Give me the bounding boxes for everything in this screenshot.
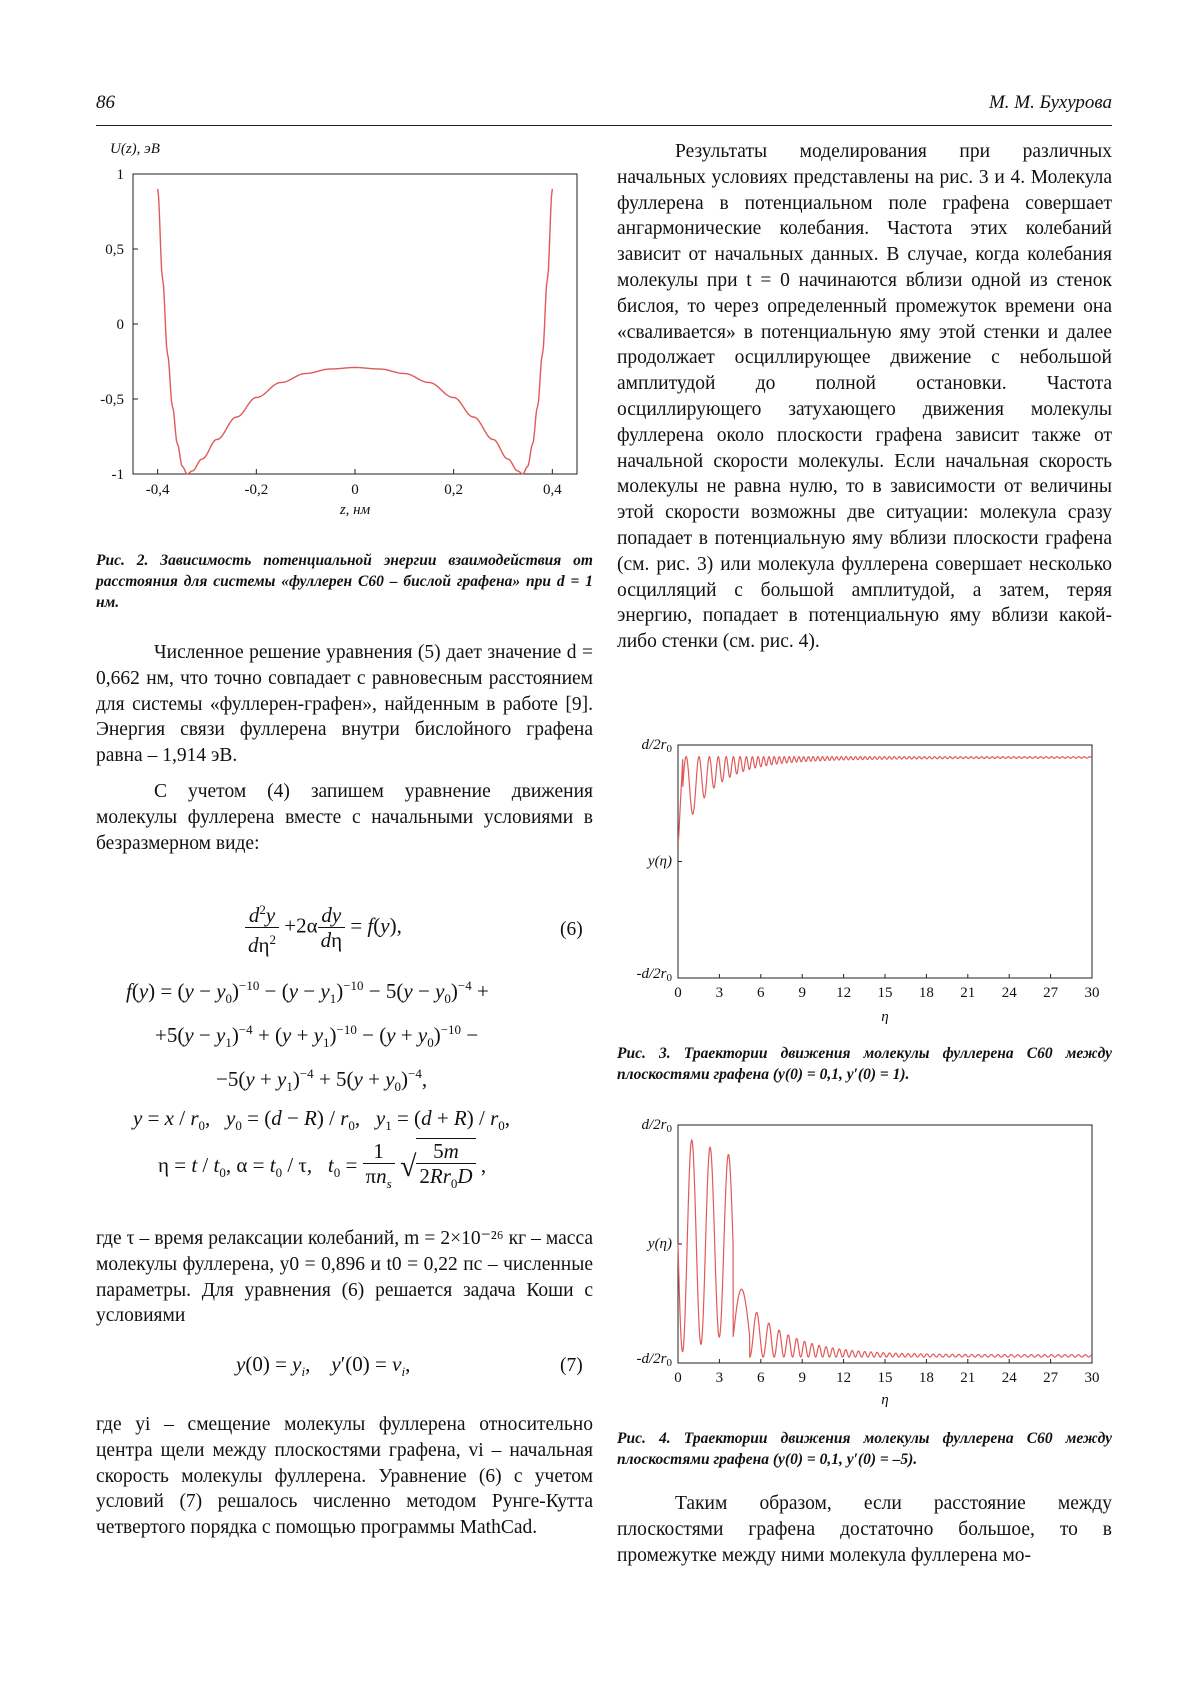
fig4-xtick-label: 12 xyxy=(836,1370,852,1386)
fig4-y-labels xyxy=(637,1117,683,1369)
equation-time-scale: $\eta = t / t_0$, $\alpha = t_0 / \tau$, $t_0$ = $\frac{1}{\pi n_s}$ √ $\frac{5m}{2Rr_0D}$ , xyxy=(158,1138,486,1196)
figure-4-chart xyxy=(628,1113,1108,1413)
left-paragraph-4: где yi – смещение молекулы фуллерена относительно центра щели между плоскостями графена, vi – начальная скорость молекулы фуллерена. Уравнение (6) с учетом условий (7) решалось численно методом Рунге-Кутта четвертого порядка с помощью программы MathCad. xyxy=(96,1414,593,1539)
fig3-xtick-label: 12 xyxy=(836,985,852,1001)
fig2-curve xyxy=(158,189,553,474)
right-column-top xyxy=(617,139,1112,655)
fig4-xtick-label: 21 xyxy=(960,1370,976,1386)
figure-3-chart xyxy=(628,735,1108,1035)
fig4-xtick-label: 30 xyxy=(1084,1370,1100,1386)
fig2-ytick-label: -0,5 xyxy=(100,392,124,408)
fig2-xtick-label: 0,4 xyxy=(542,482,562,498)
fig3-xtick-label: 0 xyxy=(674,985,682,1001)
fig2-ylabel-text: U(z), эВ xyxy=(110,141,160,157)
fig2-ticks xyxy=(100,167,562,498)
left-paragraph-2: С учетом (4) запишем уравнение движения молекулы фуллерена вместе с начальными условиями в безразмерном виде: xyxy=(96,780,593,854)
equation-6: $\frac{d^2y}{d\eta^2}$ +2α $\frac{dy}{d\eta}$ = f(y), xyxy=(245,898,402,957)
equation-f-line2: $+5(y - y_1)^{-4} + (y + y_1)^{-10} - (y + y_0)^{-10}$ − xyxy=(155,1022,479,1051)
fig2-xtick-label: -0,2 xyxy=(244,482,269,498)
fig2-ytick-label: -1 xyxy=(111,467,124,483)
fig3-xtick-label: 24 xyxy=(1001,985,1017,1001)
equation-7: $y(0) = y_i$, $y'(0) = v_i$, xyxy=(236,1352,411,1380)
fig3-curve xyxy=(678,757,1092,841)
fig2-xtick-label: 0,2 xyxy=(444,482,464,498)
fig3-xtick-label: 15 xyxy=(877,985,893,1001)
fig3-xtick-label: 18 xyxy=(918,985,934,1001)
fig4-xlabel: η xyxy=(881,1392,889,1408)
fig4-ylabel-2: $-d/2r_0$ xyxy=(636,1351,672,1369)
equation-f-line3: $-5(y + y_1)^{-4} + 5(y + y_0)^{-4}$, xyxy=(216,1066,428,1095)
fig2-xtick-label: 0 xyxy=(351,482,359,498)
fig3-y-labels xyxy=(637,737,683,984)
fig2-plot-frame xyxy=(133,174,577,474)
fig4-xtick-label: 6 xyxy=(757,1370,765,1386)
fig3-xlabel: η xyxy=(881,1009,889,1025)
figure-2-caption-block xyxy=(96,550,593,613)
fig3-xtick-label: 6 xyxy=(757,985,765,1001)
fig2-ytick-label: 1 xyxy=(116,167,124,183)
figure-2-chart xyxy=(95,132,595,532)
fig4-xtick-label: 15 xyxy=(877,1370,893,1386)
left-column-bottom xyxy=(96,1412,593,1541)
figure-4-caption: Рис. 4. Траектории движения молекулы фуллерена C60 между плоскостями графена (y(0) = 0,1, y′(0) = –5). xyxy=(617,1430,1112,1468)
equation-6-number: (6) xyxy=(560,919,583,940)
fig4-xtick-label: 27 xyxy=(1043,1370,1059,1386)
fig4-xtick-label: 9 xyxy=(798,1370,806,1386)
left-column-middle xyxy=(96,1226,593,1329)
right-paragraph-1: Результаты моделирования при различных начальных условиях представлены на рис. 3 и 4. Молекула фуллерена в потенциальном поле графена совершает ангармонические колебания. Частота этих колебаний зависит от начальных данных. В случае, когда колебания молекулы при t = 0 начинаются вблизи одной из стенок бислоя, то через определенный промежуток времени она «сваливается» в потенциальную яму этой стенки и далее продолжает осциллирующее движение с небольшой амплитудой до полной остановки. Частота осциллирующего затухающего движения молекулы фуллерена около плоскости графена зависит также от начальной скорости молекулы. Если начальная скорость молекулы не равна нулю, то в зависимости от величины этой скорости возможны две ситуации: молекула сразу попадает в потенциальную яму вблизи плоскости графена (см. рис. 3) или молекула фуллерена совершает несколько осцилляций с большой амплитудой, а затем, теряя энергию, попадает в потенциальную яму вблизи какой-либо стенки (см. рис. 4). xyxy=(617,141,1112,653)
fig2-ytick-label: 0 xyxy=(116,317,124,333)
right-paragraph-2: Таким образом, если расстояние между плоскостями графена достаточно большое, то в промежутке между ними молекула фуллерена мо- xyxy=(617,1493,1112,1566)
fig3-plot-frame xyxy=(678,745,1092,978)
page-number: 86 xyxy=(96,92,115,113)
equation-substitutions: $y = x / r_0$, $y_0 = (d - R) / r_0$, $y_1 = (d + R) / r_0$, xyxy=(133,1106,510,1134)
fig4-xtick-label: 0 xyxy=(674,1370,682,1386)
fig4-plot-frame xyxy=(678,1125,1092,1363)
left-column-top xyxy=(96,640,593,856)
left-paragraph-1: Численное решение уравнения (5) дает значение d = 0,662 нм, что точно совпадает с равновесным расстоянием для системы «фуллерен-графен», найденным в работе [9]. Энергия связи фуллерена внутри бислойного графена равна – 1,914 эВ. xyxy=(96,642,593,767)
fig3-xtick-label: 3 xyxy=(715,985,724,1001)
fig3-xtick-label: 27 xyxy=(1043,985,1059,1001)
fig4-xtick-label: 18 xyxy=(918,1370,934,1386)
right-column-bottom xyxy=(617,1491,1112,1568)
figure-2-caption: Рис. 2. Зависимость потенциальной энергии взаимодействия от расстояния для системы «фуллерен C60 – бислой графена» при d = 1 нм. xyxy=(96,552,593,611)
equation-7-number: (7) xyxy=(560,1355,583,1376)
fig2-ytick-label: 0,5 xyxy=(105,242,124,258)
fig3-xtick-label: 30 xyxy=(1084,985,1100,1001)
figure-3-caption-block xyxy=(617,1043,1112,1085)
fig3-xtick-label: 21 xyxy=(960,985,976,1001)
fig3-ylabel-2: $-d/2r_0$ xyxy=(636,966,672,984)
fig2-ylabel xyxy=(110,141,160,157)
fig3-xtick-label: 9 xyxy=(798,985,806,1001)
running-author: М. М. Бухурова xyxy=(988,92,1112,113)
fig2-xtick-label: -0,4 xyxy=(145,482,170,498)
equation-f-line1: $f(y) = (y - y_0)^{-10} - (y - y_1)^{-10} - 5(y - y_0)^{-4}$ + xyxy=(126,978,489,1007)
fig4-ylabel-1: y(η) xyxy=(647,1236,672,1252)
fig4-xtick-label: 24 xyxy=(1001,1370,1017,1386)
fig4-ylabel-0: $d/2r_0$ xyxy=(641,1117,672,1135)
fig3-ylabel-1: y(η) xyxy=(647,853,672,870)
fig2-xlabel: z, нм xyxy=(339,502,371,518)
fig4-curve xyxy=(678,1140,1092,1357)
fig3-ylabel-0: $d/2r_0$ xyxy=(641,737,672,755)
figure-3-caption: Рис. 3. Траектории движения молекулы фуллерена C60 между плоскостями графена (y(0) = 0,1, y′(0) = 1). xyxy=(617,1045,1112,1083)
fig4-xtick-label: 3 xyxy=(715,1370,724,1386)
header-rule xyxy=(96,125,1112,126)
figure-4-caption-block xyxy=(617,1428,1112,1470)
left-paragraph-3: где τ – время релаксации колебаний, m = 2×10⁻²⁶ кг – масса молекулы фуллерена, y0 = 0,896 и t0 = 0,22 пс – численные параметры. Для уравнения (6) решается задача Коши с условиями xyxy=(96,1228,593,1327)
